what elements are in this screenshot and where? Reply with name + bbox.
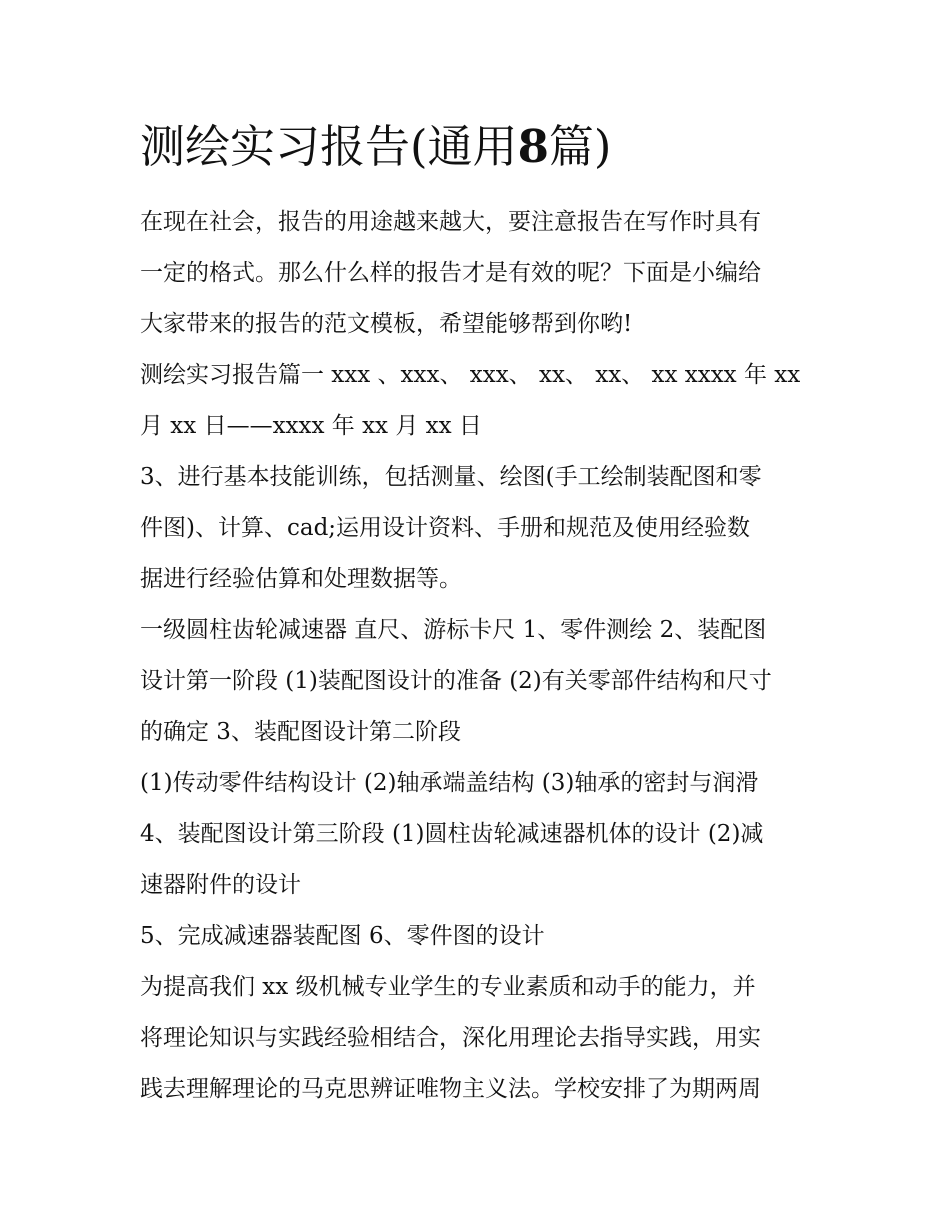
text-line: 5、完成减速器装配图 6、零件图的设计 <box>140 923 545 949</box>
text-line: 践去理解理论的马克思辨证唯物主义法。学校安排了为期两周 <box>140 1076 761 1102</box>
text-line: (1)传动零件结构设计 (2)轴承端盖结构 (3)轴承的密封与润滑 <box>140 770 759 796</box>
text-line: 件图)、计算、cad;运用设计资料、手册和规范及使用经验数 <box>140 515 751 541</box>
text-line: 一定的格式。那么什么样的报告才是有效的呢？下面是小编给 <box>140 260 761 286</box>
text-line: 速器附件的设计 <box>140 872 301 898</box>
text-line: 将理论知识与实践经验相结合，深化用理论去指导实践，用实 <box>140 1025 761 1051</box>
text-line: 测绘实习报告篇一 xxx 、xxx、 xxx、 xx、 xx、 xx xxxx 年 xx <box>140 362 801 388</box>
text-line: 据进行经验估算和处理数据等。 <box>140 566 462 592</box>
text-line: 的确定 3、装配图设计第二阶段 <box>140 719 461 745</box>
text-line: 在现在社会，报告的用途越来越大，要注意报告在写作时具有 <box>140 209 761 235</box>
page-title <box>140 112 840 182</box>
text-line: 一级圆柱齿轮减速器 直尺、游标卡尺 1、零件测绘 2、装配图 <box>140 617 767 643</box>
body-text <box>140 197 820 1115</box>
text-line: 月 xx 日——xxxx 年 xx 月 xx 日 <box>140 413 482 439</box>
title-number: 8 <box>517 120 549 173</box>
text-line: 3、进行基本技能训练，包括测量、绘图(手工绘制装配图和零 <box>140 464 762 490</box>
title-text-part1: 测绘实习报告(通用 <box>140 120 518 173</box>
text-line: 设计第一阶段 (1)装配图设计的准备 (2)有关零部件结构和尺寸 <box>140 668 772 694</box>
text-line: 4、装配图设计第三阶段 (1)圆柱齿轮减速器机体的设计 (2)减 <box>140 821 764 847</box>
text-line: 为提高我们 xx 级机械专业学生的专业素质和动手的能力，并 <box>140 974 756 1000</box>
text-line: 大家带来的报告的范文模板，希望能够帮到你哟! <box>140 311 633 337</box>
title-text-part2: 篇) <box>548 120 612 173</box>
